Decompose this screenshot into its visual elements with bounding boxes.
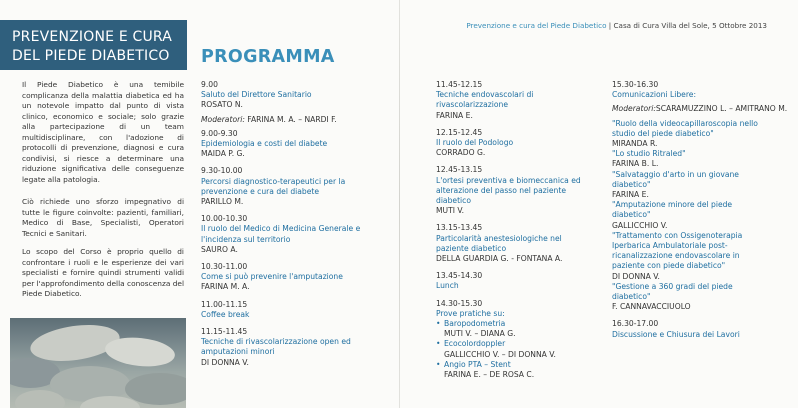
moderators — [201, 115, 371, 125]
communication-speaker: F. CANNAVACCIUOLO — [612, 302, 691, 312]
session-time: 15.30-16.30 — [612, 80, 659, 89]
intro-paragraph-2: Ciò richiede uno sforzo impegnativo di tutte le figure coinvolte: pazienti, familiari, Medico di Base, Specialisti, Operatori Tecnici e Sanitari. — [22, 197, 184, 238]
session-time: 10.00-10.30 — [201, 214, 248, 224]
communication-title: "Ruolo della videocapillaroscopia nello studio del piede diabetico" — [612, 118, 758, 138]
session-time: 16.30-17.00 — [612, 319, 659, 329]
communication-title: "Salvataggio d'arto in un giovane diabetico" — [612, 169, 739, 189]
session-time: 11.45-12.15 — [436, 80, 483, 89]
communication-title: "Amputazione minore del piede diabetico" — [612, 200, 733, 220]
session-speaker: DELLA GUARDIA G. - FONTANA A. — [436, 254, 563, 264]
session-topic: Comunicazioni Libere: — [612, 90, 697, 100]
session-speaker: CORRADO G. — [436, 148, 486, 158]
session-topic: Come si può prevenire l'amputazione — [201, 272, 343, 282]
session-topic: Il ruolo del Medico di Medicina Generale e l'incidenza sul territorio — [201, 224, 361, 244]
practice-speaker: FARINA E. – DE ROSA C. — [444, 370, 535, 380]
title-banner — [0, 20, 187, 70]
moderators-names: SCARAMUZZINO L. – AMITRANO M. — [655, 104, 788, 114]
moderators-label: Moderatori: — [612, 104, 656, 114]
communication-title: "Gestione a 360 gradi del piede diabetico" — [612, 281, 733, 302]
programma-column-2 — [436, 80, 596, 380]
page-header — [466, 21, 767, 30]
session-topic: Tecniche di rivascolarizzazione open ed amputazioni minori — [201, 337, 351, 357]
session-topic: L'ortesi preventiva e biomeccanica ed alterazione del passo nel paziente diabetico — [436, 175, 581, 206]
session-time: 14.30-15.30 — [436, 298, 483, 308]
session-speaker: FARINA M. A. — [201, 282, 250, 292]
session-topic: Discussione e Chiusura dei Lavori — [612, 329, 740, 339]
programma-column-3 — [612, 80, 788, 340]
communication-speaker: MIRANDA R. — [612, 139, 658, 149]
moderators-label: Moderatori: — [201, 114, 245, 124]
session-time: 13.45-14.30 — [436, 271, 483, 281]
header-place: Casa di Cura Villa del Sole, 5 Ottobre 2013 — [613, 21, 767, 30]
session-topic: Particolarità anestesiologiche nel paziente diabetico — [436, 233, 562, 253]
practice-speaker: GALLICCHIO V. – DI DONNA V. — [444, 349, 556, 359]
session-speaker: PARILLO M. — [201, 197, 244, 207]
intro-paragraph-1: Il Piede Diabetico è una temibile complicanza della malattia diabetica ed ha un notevole impatto dal punto di vista clinico, economico e sociale; solo grazie alla partecipazione di un team multidisciplinare, con l'adozione di protocolli di prevenzione, diagnosi e cura condivisi, si riesce a determinare una riduzione significativa delle conseguenze legate alla patologia. — [22, 80, 184, 184]
communication-title: "Lo studio Ritraled" — [612, 149, 686, 159]
header-separator: | — [606, 21, 614, 30]
title-line-2: DEL PIEDE DIABETICO — [12, 48, 170, 64]
practice-item: • Ecocolordoppler — [436, 339, 596, 349]
session-time: 11.00-11.15 — [201, 299, 248, 309]
session-speaker: FARINA E. — [436, 110, 473, 120]
title-line-1: PREVENZIONE E CURA — [12, 29, 173, 45]
session-topic: Tecniche endovascolari di rivascolarizzazione — [436, 90, 534, 110]
session-time: 13.15-13.45 — [436, 223, 483, 233]
moderators — [612, 104, 788, 114]
session-speaker: SAURO A. — [201, 244, 238, 254]
session-speaker: ROSATO N. — [201, 100, 243, 110]
session-speaker: MAIDA P. G. — [201, 149, 245, 159]
session-time: 12.15-12.45 — [436, 127, 483, 137]
page-fold — [399, 0, 400, 408]
session-time: 10.30-11.00 — [201, 262, 248, 272]
programma-title: PROGRAMMA — [201, 47, 335, 67]
session-speaker: DI DONNA V. — [201, 357, 249, 367]
moderators-names: FARINA M. A. – NARDI F. — [244, 114, 337, 124]
communication-speaker: DI DONNA V. — [612, 271, 660, 281]
session-topic: Percorsi diagnostico-terapeutici per la prevenzione e cura del diabete — [201, 176, 346, 196]
session-time: 9.00-9.30 — [201, 128, 238, 138]
practice-speaker: MUTI V. – DIANA G. — [444, 329, 516, 339]
session-topic: Il ruolo del Podologo — [436, 138, 514, 148]
session-time: 11.15-11.45 — [201, 327, 248, 337]
session-time: 9.00 — [201, 80, 218, 89]
session-topic: Coffee break — [201, 309, 250, 319]
session-time: 9.30-10.00 — [201, 166, 243, 176]
programma-column-1 — [201, 80, 371, 368]
practice-item: • Angio PTA – Stent — [436, 360, 596, 370]
stones-photo — [10, 318, 186, 408]
session-topic: Prove pratiche su: — [436, 308, 505, 318]
session-topic: Saluto del Direttore Sanitario — [201, 90, 312, 100]
practice-item: • Baropodometria — [436, 319, 596, 329]
communication-title: "Trattamento con Ossigenoterapia Iperbarica Ambulatoriale post-ricanalizzazione endovascolare in paziente con piede diabetico" — [612, 230, 743, 271]
header-event: Prevenzione e cura del Piede Diabetico — [466, 21, 607, 30]
session-topic: Lunch — [436, 281, 459, 291]
session-speaker: MUTI V. — [436, 206, 465, 216]
session-topic: Epidemiologia e costi del diabete — [201, 139, 328, 149]
intro-paragraph-3: Lo scopo del Corso è proprio quello di confrontare i ruoli e le esperienze dei vari specialisti e fornire quindi strumenti validi per l'approfondimento della conoscenza del Piede Diabetico. — [22, 247, 184, 299]
communication-speaker: GALLICCHIO V. — [612, 220, 668, 230]
communication-speaker: FARINA E. — [612, 190, 649, 200]
session-time: 12.45-13.15 — [436, 165, 483, 175]
communication-speaker: FARINA B. L. — [612, 159, 659, 169]
